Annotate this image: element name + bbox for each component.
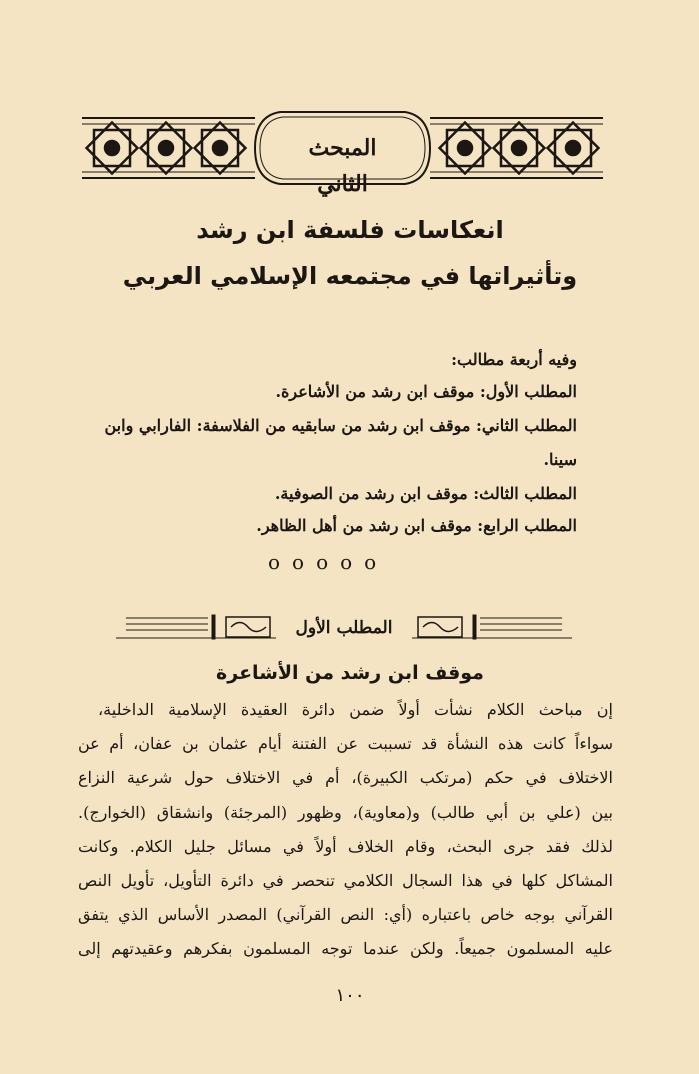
body-line: القرآني بوجه خاص باعتباره (أي: النص القرآني) المصدر الأساس الذي يتفق <box>78 905 613 924</box>
page-number: ١٠٠ <box>335 985 365 1006</box>
chapter-header-ornament <box>80 102 605 197</box>
toc-item: سينا. <box>543 450 577 469</box>
section-label: المبحث الثاني <box>308 135 377 197</box>
chapter-title-line-2: وتأثيراتها في مجتمعه الإسلامي العربي <box>122 262 578 290</box>
body-line: سواءاً كانت هذه النشأة قد تسببت عن الفتنة أيام عثمان بن عفان، أم عن <box>78 734 613 753</box>
toc-item: المطلب الرابع: موقف ابن رشد من أهل الظاهر. <box>256 516 577 535</box>
toc-item: المطلب الثاني: موقف ابن رشد من سابقيه من الفلاسفة: الفارابي وابن <box>104 416 577 435</box>
toc-item: المطلب الثالث: موقف ابن رشد من الصوفية. <box>274 484 577 503</box>
body-line: لذلك فقد جرى البحث، وقام الخلاف أولاً في مسائل جليل الكلام. وكانت <box>78 837 614 856</box>
body-line: المشاكل كلها في هذا السجال الكلامي تنحصر في دائرة التأويل، تأويل النص <box>78 871 613 890</box>
chapter-title-line-1: انعكاسات فلسفة ابن رشد <box>196 216 504 244</box>
body-line: عليه المسلمون جميعاً. ولكن عندما توجه المسلمون بفكرهم وعقيدتهم إلى <box>78 939 613 958</box>
toc-intro: وفيه أربعة مطالب: <box>451 350 577 369</box>
body-line: بين (علي بن أبي طالب) و(معاوية)، وظهور (المرجئة) وانشقاق (الخوارج). <box>78 803 613 822</box>
subsection-ornament <box>116 612 572 644</box>
toc-item: المطلب الأول: موقف ابن رشد من الأشاعرة. <box>275 382 577 401</box>
subsection-title: موقف ابن رشد من الأشاعرة <box>216 662 484 684</box>
separator-dots: ooooo <box>268 550 389 574</box>
subsection-label: المطلب الأول <box>295 618 393 638</box>
body-line: الاختلاف في حكم (مرتكب الكبيرة)، أم في الاختلاف حول شرعية النزاع <box>78 768 613 787</box>
body-line: إن مباحث الكلام نشأت أولاً ضمن دائرة العقيدة الإسلامية الداخلية، <box>98 700 613 719</box>
